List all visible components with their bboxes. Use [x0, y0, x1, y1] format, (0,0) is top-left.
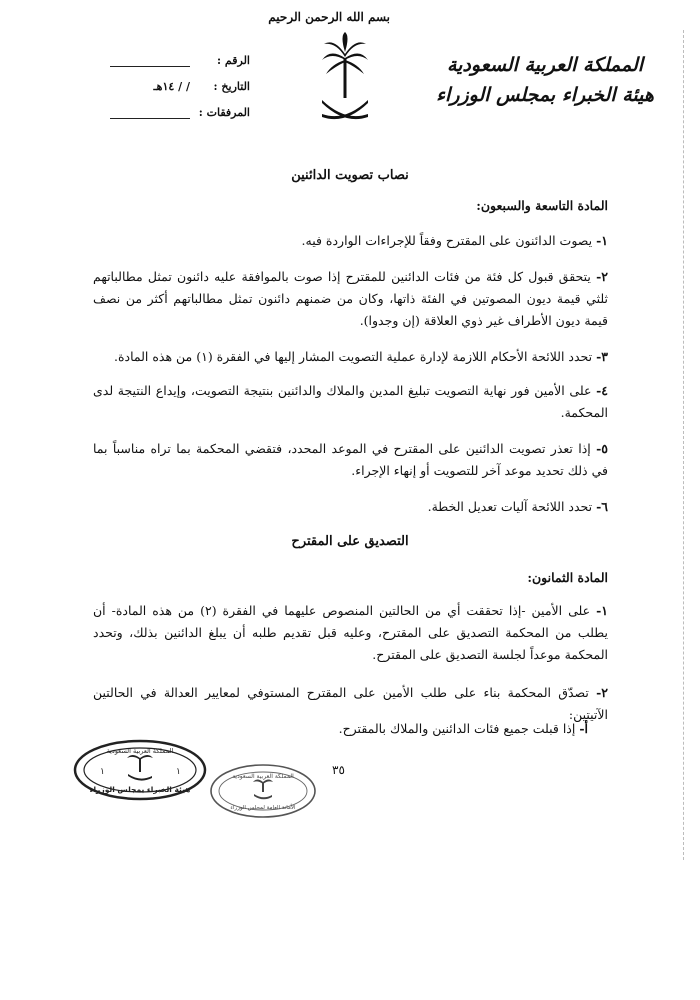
item-number: ٥-: [596, 441, 608, 456]
stamp-top-text: المملكة العربية السعودية: [106, 747, 174, 755]
stamp-top-text: المملكة العربية السعودية: [232, 773, 294, 780]
saudi-emblem-icon: [318, 30, 372, 126]
item-text: إذا تعذر تصويت الدائنين على المقترح في الموعد المحدد، فتقضي المحكمة بما تراه مناسباً بما في ذلك تحديد موعد آخر للتصويت أو إنهاء الإجراء.: [93, 441, 608, 478]
item-text: تصدّق المحكمة بناء على طلب الأمين على المقترح المستوفي لمعايير العدالة في الحالتين الآتيتين:: [93, 685, 608, 722]
item-text: تحدد اللائحة آليات تعديل الخطة.: [427, 499, 593, 514]
item-text: إذا قبلت جميع فئات الدائنين والملاك بالمقترح.: [338, 721, 576, 736]
kingdom-line-1: المملكة العربية السعودية: [446, 54, 644, 76]
ref-line: [110, 66, 190, 67]
section-title: التصديق على المقترح: [291, 534, 409, 549]
item-text: على الأمين -إذا تحققت أي من الحالتين المنصوص عليهما في الفقرة (٢) من هذه المادة- أن يطلب من المحكمة التصديق على المقترح، وعليه قبل تقديم طلبه أن يبلغ الدائنين بذلك، وتحدد المحكمة موعداً لجلسة التصديق على المقترح.: [93, 603, 608, 662]
official-stamp-icon: [72, 738, 208, 802]
official-stamp-icon: [208, 762, 318, 820]
item-number: ١-: [596, 233, 608, 248]
list-item: [93, 380, 608, 424]
item-text: يتحقق قبول كل فئة من فئات الدائنين للمقترح إذا صوت بالموافقة عليه دائنون تمثل مطالباتهم ثلثي قيمة ديون المصوتين في الفئة ذاتها، وكان من ضمنهم دائنون تمثل مطالباتهم أكثر من نصف قيمة ديون الأطراف غير ذوي العلاقة (إن وجدوا).: [93, 269, 608, 328]
item-number: ٢-: [596, 269, 608, 284]
item-number: أ-: [579, 721, 588, 736]
stamp-bottom-text: هيئة الخبراء بمجلس الوزراء: [89, 785, 191, 794]
item-number: ٢-: [596, 685, 608, 700]
list-item: [93, 600, 608, 666]
date-label: التاريخ :: [213, 80, 250, 93]
page-number: ٣٥: [332, 763, 345, 777]
kingdom-heading: [425, 50, 665, 110]
item-text: تحدد اللائحة الأحكام اللازمة لإدارة عملية التصويت المشار إليها في الفقرة (١) من هذه المادة.: [113, 349, 593, 364]
article-heading: المادة التاسعة والسبعون:: [476, 198, 608, 213]
item-text: يصوت الدائنون على المقترح وفقاً للإجراءات الواردة فيه.: [301, 233, 593, 248]
list-item: [93, 266, 608, 332]
item-number: ٦-: [596, 499, 608, 514]
item-number: ٤-: [596, 383, 608, 398]
list-item: [93, 496, 608, 518]
page-edge-line: [682, 30, 684, 860]
svg-text:١: ١: [176, 767, 181, 777]
list-item: [93, 438, 608, 482]
item-number: ٣-: [596, 349, 608, 364]
svg-text:١: ١: [100, 767, 105, 777]
attachments-line: [110, 118, 190, 119]
stamp-bottom-text: الأمانة العامة لمجلس الوزراء: [230, 805, 296, 811]
attachments-label: المرفقات :: [198, 106, 250, 119]
kingdom-line-2: هيئة الخبراء بمجلس الوزراء: [436, 84, 654, 106]
ref-label: الرقم :: [217, 54, 250, 67]
item-number: ١-: [596, 603, 608, 618]
list-item: [93, 230, 608, 252]
basmala: بسم الله الرحمن الرحيم: [268, 10, 390, 24]
article-heading: المادة الثمانون:: [527, 570, 608, 585]
date-value: / / ١٤هـ: [153, 80, 190, 93]
section-title: نصاب تصويت الدائنين: [291, 168, 409, 183]
list-item: [93, 346, 608, 368]
list-item: [93, 718, 588, 740]
item-text: على الأمين فور نهاية التصويت تبليغ المدين والملاك والدائنين بنتيجة التصويت، وإيداع النتيجة لدى المحكمة.: [93, 383, 608, 420]
